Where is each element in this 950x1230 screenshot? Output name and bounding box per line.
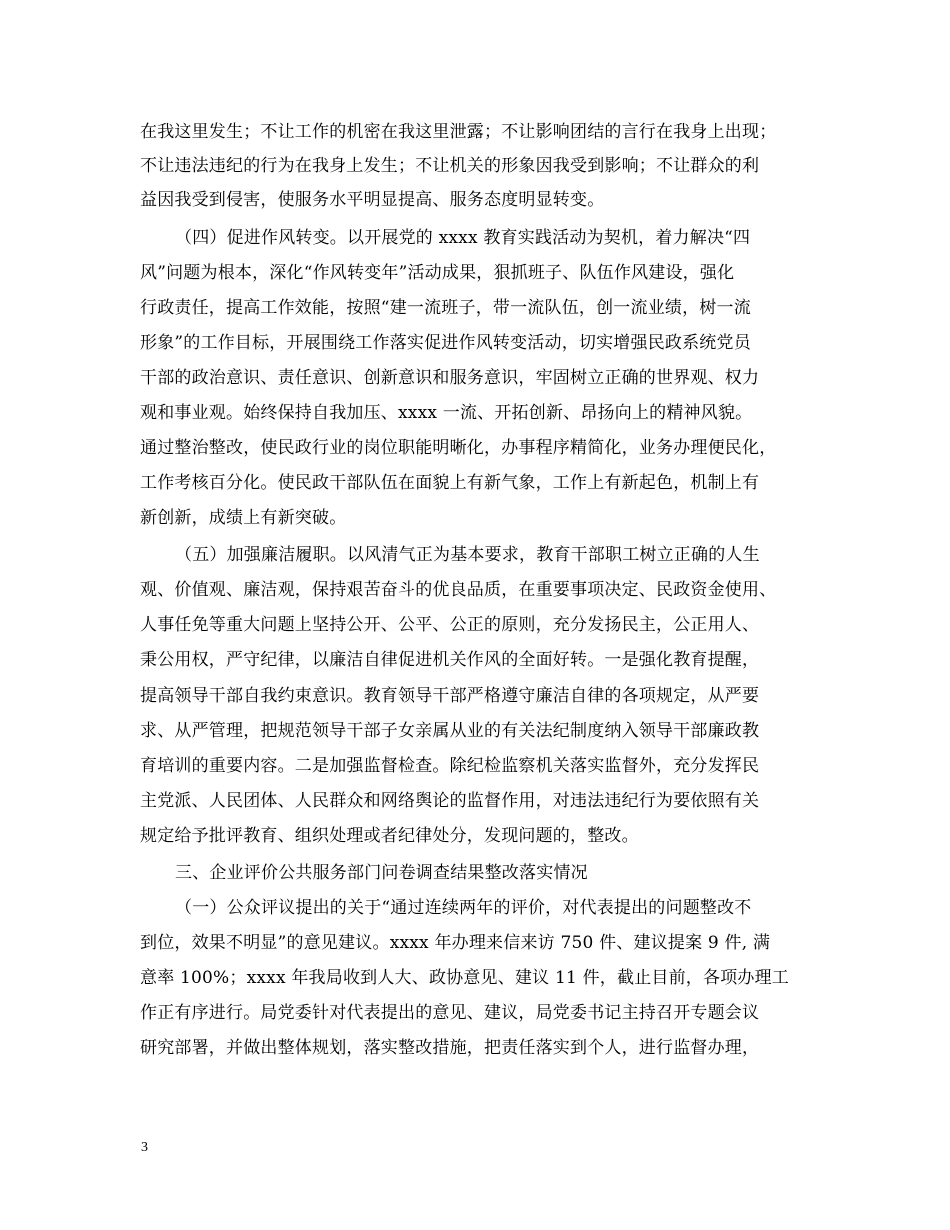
text-line: （四）促进作风转变。以开展党的 xxxx 教育实践活动为契机，着力解决“四: [175, 228, 751, 248]
text-line: 育培训的重要内容。二是加强监督检查。除纪检监察机关落实监督外，充分发挥民: [140, 756, 760, 776]
text-line: 干部的政治意识、责任意识、创新意识和服务意识，牢固树立正确的世界观、权力: [140, 368, 760, 388]
text-line: 求、从严管理，把规范领导干部子女亲属从业的有关法纪制度纳入领导干部廉政教: [140, 721, 760, 741]
text-line: 不让违法违纪的行为在我身上发生；不让机关的形象因我受到影响；不让群众的利: [140, 156, 760, 176]
text-line: 新创新，成绩上有新突破。: [140, 508, 347, 528]
page-number: 3: [141, 1140, 148, 1155]
text-line: 秉公用权，严守纪律，以廉洁自律促进机关作风的全面好转。一是强化教育提醒，: [140, 650, 760, 670]
section-heading: 三、企业评价公共服务部门问卷调查结果整改落实情况: [175, 863, 588, 883]
text-line: 人事任免等重大问题上坚持公开、公平、公正的原则，充分发扬民主，公正用人、: [140, 615, 760, 635]
text-line: 工作考核百分化。使民政干部队伍在面貌上有新气象，工作上有新起色，机制上有: [140, 473, 760, 493]
text-line: 在我这里发生；不让工作的机密在我这里泄露；不让影响团结的言行在我身上出现；: [140, 122, 777, 142]
text-line: 研究部署，并做出整体规划，落实整改措施，把责任落实到个人，进行监督办理，: [140, 1038, 760, 1058]
text-line: 意率 100%；xxxx 年我局收到人大、政协意见、建议 11 件，截止目前，各项办理工: [140, 968, 789, 988]
text-line: 规定给予批评教育、组织处理或者纪律处分，发现问题的，整改。: [140, 826, 639, 846]
text-line: （五）加强廉洁履职。以风清气正为基本要求，教育干部职工树立正确的人生: [175, 545, 760, 565]
text-line: 观和事业观。始终保持自我加压、xxxx 一流、开拓创新、昂扬向上的精神风貌。: [140, 403, 753, 423]
text-line: 到位，效果不明显”的意见建议。xxxx 年办理来信来访 750 件、建议提案 9 件, 满: [140, 933, 771, 953]
text-line: 行政责任，提高工作效能，按照“建一流班子，带一流队伍，创一流业绩，树一流: [140, 298, 751, 318]
text-line: 提高领导干部自我约束意识。教育领导干部严格遵守廉洁自律的各项规定，从严要: [140, 686, 760, 706]
text-line: 作正有序进行。局党委针对代表提出的意见、建议，局党委书记主持召开专题会议: [140, 1003, 760, 1023]
text-line: 益因我受到侵害，使服务水平明显提高、服务态度明显转变。: [140, 190, 605, 210]
text-line: 风”问题为根本，深化“作风转变年”活动成果，狠抓班子、队伍作风建设，强化: [140, 263, 735, 283]
text-line: （一）公众评议提出的关于“通过连续两年的评价，对代表提出的问题整改不: [175, 898, 752, 918]
text-line: 观、价值观、廉洁观，保持艰苦奋斗的优良品质，在重要事项决定、民政资金使用、: [140, 580, 777, 600]
text-line: 形象”的工作目标，开展围绕工作落实促进作风转变活动，切实增强民政系统党员: [140, 333, 751, 353]
text-line: 主党派、人民团体、人民群众和网络舆论的监督作用，对违法违纪行为要依照有关: [140, 791, 760, 811]
text-line: 通过整治整改，使民政行业的岗位职能明晰化，办事程序精简化，业务办理便民化，: [140, 438, 777, 458]
